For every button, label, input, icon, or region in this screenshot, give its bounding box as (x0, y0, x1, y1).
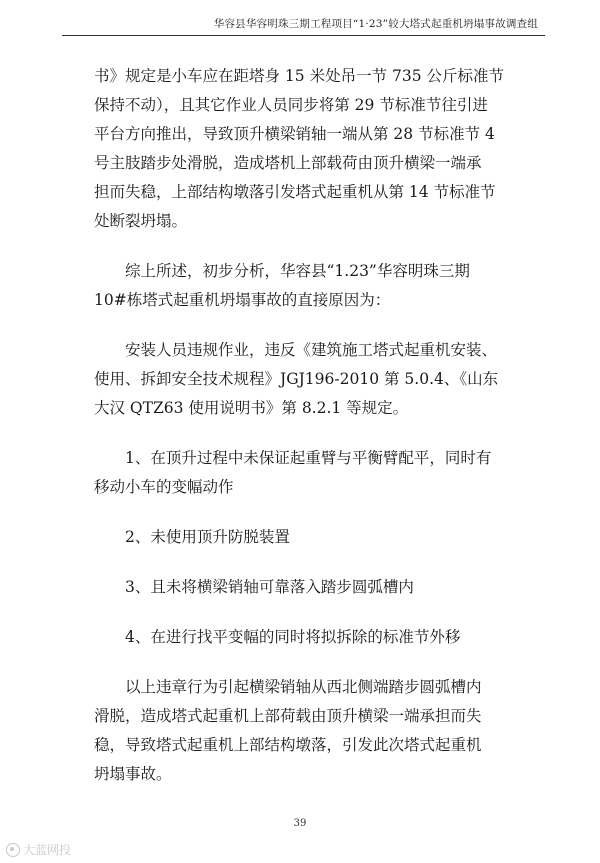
text-line: 安装人员违规作业，违反《建筑施工塔式起重机安装、 (125, 341, 498, 359)
paragraph (94, 573, 534, 602)
text-line: 移动小车的变幅动作 (94, 478, 234, 496)
text-line: 书》规定是小车应在距塔身 15 米处吊一节 735 公斤标准节 (94, 67, 505, 85)
text-line: 4、在进行找平变幅的同时将拟拆除的标准节外移 (125, 628, 461, 646)
header-divider (62, 35, 545, 36)
text-line: 号主肢踏步处滑脱，造成塔机上部载荷由顶升横梁一端承 (94, 154, 482, 172)
text-line: 稳，导致塔式起重机上部结构墩落，引发此次塔式起重机 (94, 736, 482, 754)
page-header: 华容县华容明珠三期工程项目“1·23”较大塔式起重机坍塌事故调查组 (213, 18, 538, 30)
paragraph (94, 623, 534, 652)
text-line: 2、未使用顶升防脱装置 (125, 528, 290, 546)
document-body (94, 62, 534, 810)
text-line: 平台方向推出，导致顶升横梁销轴一端从第 28 节标准节 4 (94, 125, 495, 143)
text-line: 处断裂坍塌。 (94, 212, 188, 230)
text-line: 以上违章行为引起横梁销轴从西北侧端踏步圆弧槽内 (125, 678, 482, 696)
watermark (6, 841, 71, 858)
paragraph (94, 336, 534, 423)
paragraph (94, 673, 534, 789)
text-line: 大汉 QTZ63 使用说明书》第 8.2.1 等规定。 (94, 399, 409, 417)
text-line: 10#栋塔式起重机坍塌事故的直接原因为： (94, 291, 391, 309)
paragraph (94, 523, 534, 552)
text-line: 滑脱，造成塔式起重机上部荷载由顶升横梁一端承担而失 (94, 707, 482, 725)
text-line: 坍塌事故。 (94, 765, 172, 783)
text-line: 3、且未将横梁销轴可靠落入踏步圆弧槽内 (125, 578, 414, 596)
page-number: 39 (293, 818, 307, 829)
text-line: 使用、拆卸安全技术规程》JGJ196-2010 第 5.0.4、《山东 (94, 370, 499, 388)
paragraph (94, 62, 534, 236)
text-line: 1、在顶升过程中未保证起重臂与平衡臂配平，同时有 (125, 449, 492, 467)
paragraph (94, 444, 534, 502)
paragraph (94, 257, 534, 315)
watermark-text: 大蓝网投 (23, 843, 72, 857)
watermark-logo-icon (6, 843, 20, 857)
text-line: 保持不动），且其它作业人员同步将第 29 节标准节往引进 (94, 96, 488, 114)
text-line: 综上所述，初步分析，华容县“1.23”华容明珠三期 (125, 262, 470, 280)
text-line: 担而失稳，上部结构墩落引发塔式起重机从第 14 节标准节 (94, 183, 496, 201)
